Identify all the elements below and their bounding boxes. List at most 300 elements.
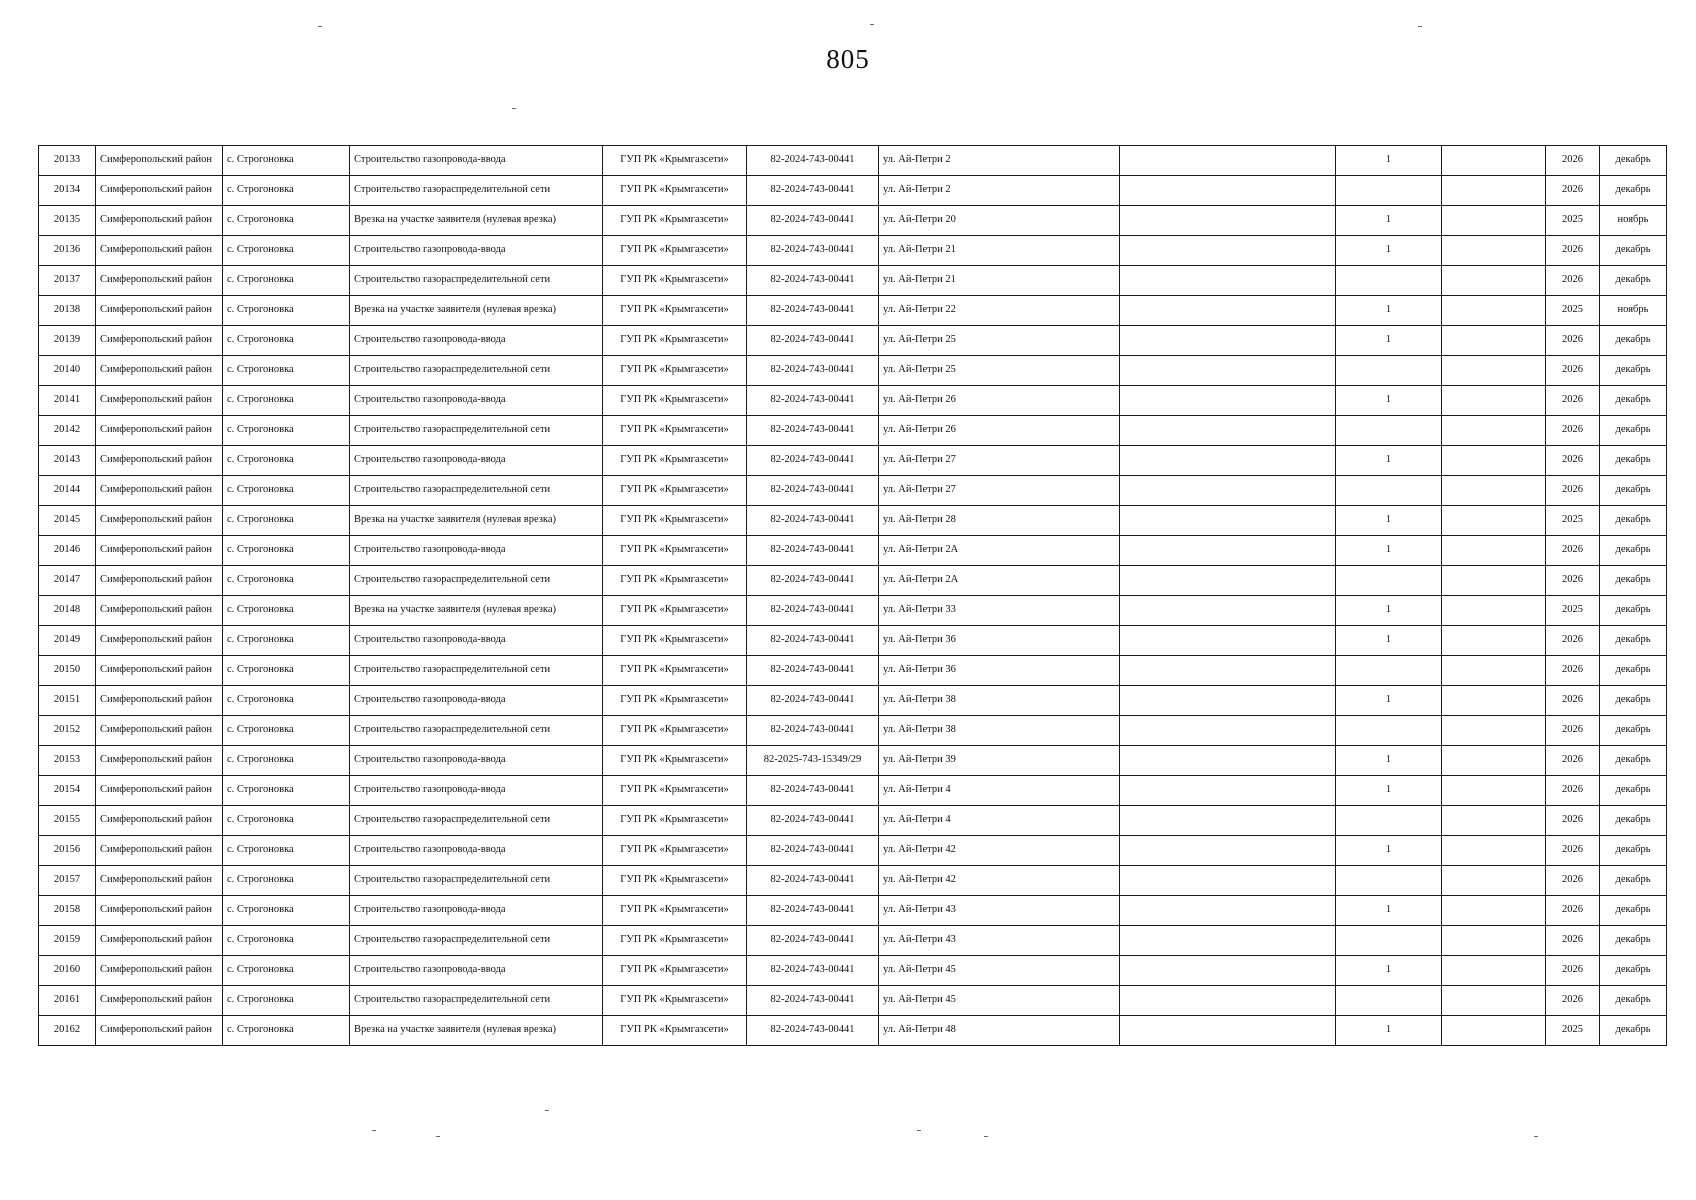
address-cell: ул. Ай-Петри 42 [879, 836, 1120, 866]
contract-number-cell: 82-2024-743-00441 [747, 896, 879, 926]
contract-number-cell: 82-2024-743-00441 [747, 326, 879, 356]
quantity-cell: 1 [1336, 626, 1442, 656]
address-cell: ул. Ай-Петри 39 [879, 746, 1120, 776]
year-cell: 2026 [1546, 746, 1600, 776]
address-cell: ул. Ай-Петри 43 [879, 896, 1120, 926]
year-cell: 2026 [1546, 686, 1600, 716]
contract-number-cell: 82-2024-743-00441 [747, 686, 879, 716]
village-cell: с. Строгоновка [223, 926, 350, 956]
year-cell: 2026 [1546, 386, 1600, 416]
contract-number-cell: 82-2024-743-00441 [747, 176, 879, 206]
year-cell: 2026 [1546, 416, 1600, 446]
blank-cell [1442, 236, 1546, 266]
blank-cell [1120, 536, 1336, 566]
month-cell: декабрь [1600, 566, 1667, 596]
work-type-cell: Строительство газопровода-ввода [350, 386, 603, 416]
scan-speck [870, 24, 874, 25]
work-type-cell: Строительство газопровода-ввода [350, 956, 603, 986]
organization-cell: ГУП РК «Крымгазсети» [603, 596, 747, 626]
village-cell: с. Строгоновка [223, 776, 350, 806]
table-row [39, 386, 1667, 416]
organization-cell: ГУП РК «Крымгазсети» [603, 656, 747, 686]
blank-cell [1442, 746, 1546, 776]
blank-cell [1442, 206, 1546, 236]
district-cell: Симферопольский район [96, 926, 223, 956]
village-cell: с. Строгоновка [223, 806, 350, 836]
organization-cell: ГУП РК «Крымгазсети» [603, 716, 747, 746]
organization-cell: ГУП РК «Крымгазсети» [603, 866, 747, 896]
table-row [39, 326, 1667, 356]
village-cell: с. Строгоновка [223, 206, 350, 236]
month-cell: декабрь [1600, 956, 1667, 986]
row-number-cell: 20147 [39, 566, 96, 596]
work-type-cell: Строительство газораспределительной сети [350, 416, 603, 446]
table-row [39, 566, 1667, 596]
address-cell: ул. Ай-Петри 25 [879, 356, 1120, 386]
quantity-cell: 1 [1336, 596, 1442, 626]
scan-speck [512, 108, 516, 109]
district-cell: Симферопольский район [96, 596, 223, 626]
work-type-cell: Строительство газопровода-ввода [350, 836, 603, 866]
register-rows [39, 146, 1667, 1046]
month-cell: декабрь [1600, 1016, 1667, 1046]
address-cell: ул. Ай-Петри 45 [879, 986, 1120, 1016]
month-cell: ноябрь [1600, 296, 1667, 326]
contract-number-cell: 82-2024-743-00441 [747, 656, 879, 686]
scan-speck [917, 1130, 921, 1131]
contract-number-cell: 82-2024-743-00441 [747, 596, 879, 626]
table-row [39, 986, 1667, 1016]
month-cell: декабрь [1600, 536, 1667, 566]
district-cell: Симферопольский район [96, 206, 223, 236]
contract-number-cell: 82-2024-743-00441 [747, 356, 879, 386]
month-cell: декабрь [1600, 746, 1667, 776]
contract-number-cell: 82-2024-743-00441 [747, 266, 879, 296]
scan-speck [436, 1136, 440, 1137]
blank-cell [1442, 806, 1546, 836]
table-row [39, 536, 1667, 566]
address-cell: ул. Ай-Петри 26 [879, 386, 1120, 416]
work-type-cell: Строительство газопровода-ввода [350, 326, 603, 356]
year-cell: 2026 [1546, 476, 1600, 506]
year-cell: 2026 [1546, 536, 1600, 566]
work-type-cell: Строительство газораспределительной сети [350, 566, 603, 596]
row-number-cell: 20146 [39, 536, 96, 566]
table-row [39, 296, 1667, 326]
address-cell: ул. Ай-Петри 2 [879, 146, 1120, 176]
district-cell: Симферопольский район [96, 896, 223, 926]
blank-cell [1120, 176, 1336, 206]
district-cell: Симферопольский район [96, 836, 223, 866]
year-cell: 2026 [1546, 836, 1600, 866]
quantity-cell [1336, 476, 1442, 506]
village-cell: с. Строгоновка [223, 596, 350, 626]
scan-speck [984, 1136, 988, 1137]
quantity-cell: 1 [1336, 326, 1442, 356]
page-number: 805 [826, 44, 870, 74]
address-cell: ул. Ай-Петри 2А [879, 566, 1120, 596]
work-type-cell: Строительство газопровода-ввода [350, 746, 603, 776]
organization-cell: ГУП РК «Крымгазсети» [603, 836, 747, 866]
month-cell: декабрь [1600, 866, 1667, 896]
address-cell: ул. Ай-Петри 48 [879, 1016, 1120, 1046]
row-number-cell: 20156 [39, 836, 96, 866]
blank-cell [1120, 866, 1336, 896]
organization-cell: ГУП РК «Крымгазсети» [603, 986, 747, 1016]
district-cell: Симферопольский район [96, 446, 223, 476]
contract-number-cell: 82-2024-743-00441 [747, 866, 879, 896]
district-cell: Симферопольский район [96, 536, 223, 566]
address-cell: ул. Ай-Петри 36 [879, 626, 1120, 656]
district-cell: Симферопольский район [96, 326, 223, 356]
blank-cell [1442, 926, 1546, 956]
contract-number-cell: 82-2024-743-00441 [747, 716, 879, 746]
village-cell: с. Строгоновка [223, 1016, 350, 1046]
district-cell: Симферопольский район [96, 476, 223, 506]
year-cell: 2026 [1546, 266, 1600, 296]
work-type-cell: Строительство газораспределительной сети [350, 266, 603, 296]
row-number-cell: 20153 [39, 746, 96, 776]
row-number-cell: 20142 [39, 416, 96, 446]
row-number-cell: 20134 [39, 176, 96, 206]
blank-cell [1120, 806, 1336, 836]
village-cell: с. Строгоновка [223, 986, 350, 1016]
row-number-cell: 20136 [39, 236, 96, 266]
address-cell: ул. Ай-Петри 33 [879, 596, 1120, 626]
row-number-cell: 20155 [39, 806, 96, 836]
row-number-cell: 20157 [39, 866, 96, 896]
contract-number-cell: 82-2024-743-00441 [747, 386, 879, 416]
contract-number-cell: 82-2024-743-00441 [747, 986, 879, 1016]
month-cell: декабрь [1600, 476, 1667, 506]
blank-cell [1120, 476, 1336, 506]
register-table [38, 145, 1667, 1046]
work-type-cell: Строительство газораспределительной сети [350, 716, 603, 746]
district-cell: Симферопольский район [96, 566, 223, 596]
address-cell: ул. Ай-Петри 27 [879, 446, 1120, 476]
month-cell: декабрь [1600, 356, 1667, 386]
work-type-cell: Строительство газопровода-ввода [350, 776, 603, 806]
blank-cell [1442, 656, 1546, 686]
month-cell: декабрь [1600, 176, 1667, 206]
blank-cell [1120, 986, 1336, 1016]
blank-cell [1442, 896, 1546, 926]
blank-cell [1120, 206, 1336, 236]
organization-cell: ГУП РК «Крымгазсети» [603, 806, 747, 836]
organization-cell: ГУП РК «Крымгазсети» [603, 956, 747, 986]
district-cell: Симферопольский район [96, 386, 223, 416]
district-cell: Симферопольский район [96, 296, 223, 326]
blank-cell [1120, 656, 1336, 686]
contract-number-cell: 82-2024-743-00441 [747, 836, 879, 866]
blank-cell [1120, 1016, 1336, 1046]
village-cell: с. Строгоновка [223, 656, 350, 686]
year-cell: 2025 [1546, 596, 1600, 626]
address-cell: ул. Ай-Петри 2 [879, 176, 1120, 206]
blank-cell [1120, 326, 1336, 356]
month-cell: декабрь [1600, 836, 1667, 866]
contract-number-cell: 82-2024-743-00441 [747, 416, 879, 446]
organization-cell: ГУП РК «Крымгазсети» [603, 146, 747, 176]
address-cell: ул. Ай-Петри 45 [879, 956, 1120, 986]
work-type-cell: Строительство газораспределительной сети [350, 356, 603, 386]
village-cell: с. Строгоновка [223, 626, 350, 656]
quantity-cell: 1 [1336, 296, 1442, 326]
year-cell: 2026 [1546, 716, 1600, 746]
quantity-cell: 1 [1336, 146, 1442, 176]
district-cell: Симферопольский район [96, 176, 223, 206]
contract-number-cell: 82-2024-743-00441 [747, 536, 879, 566]
blank-cell [1442, 416, 1546, 446]
address-cell: ул. Ай-Петри 27 [879, 476, 1120, 506]
work-type-cell: Врезка на участке заявителя (нулевая врезка) [350, 1016, 603, 1046]
table-row [39, 776, 1667, 806]
village-cell: с. Строгоновка [223, 896, 350, 926]
year-cell: 2026 [1546, 776, 1600, 806]
blank-cell [1120, 356, 1336, 386]
address-cell: ул. Ай-Петри 21 [879, 266, 1120, 296]
organization-cell: ГУП РК «Крымгазсети» [603, 176, 747, 206]
quantity-cell [1336, 926, 1442, 956]
address-cell: ул. Ай-Петри 21 [879, 236, 1120, 266]
scan-speck [372, 1130, 376, 1131]
address-cell: ул. Ай-Петри 20 [879, 206, 1120, 236]
quantity-cell: 1 [1336, 896, 1442, 926]
organization-cell: ГУП РК «Крымгазсети» [603, 1016, 747, 1046]
quantity-cell [1336, 716, 1442, 746]
village-cell: с. Строгоновка [223, 506, 350, 536]
work-type-cell: Строительство газопровода-ввода [350, 626, 603, 656]
quantity-cell [1336, 866, 1442, 896]
quantity-cell [1336, 356, 1442, 386]
blank-cell [1120, 146, 1336, 176]
organization-cell: ГУП РК «Крымгазсети» [603, 296, 747, 326]
address-cell: ул. Ай-Петри 38 [879, 716, 1120, 746]
quantity-cell: 1 [1336, 446, 1442, 476]
year-cell: 2026 [1546, 956, 1600, 986]
table-row [39, 146, 1667, 176]
village-cell: с. Строгоновка [223, 326, 350, 356]
district-cell: Симферопольский район [96, 866, 223, 896]
blank-cell [1120, 956, 1336, 986]
organization-cell: ГУП РК «Крымгазсети» [603, 506, 747, 536]
row-number-cell: 20150 [39, 656, 96, 686]
work-type-cell: Строительство газораспределительной сети [350, 176, 603, 206]
year-cell: 2026 [1546, 656, 1600, 686]
district-cell: Симферопольский район [96, 236, 223, 266]
address-cell: ул. Ай-Петри 36 [879, 656, 1120, 686]
organization-cell: ГУП РК «Крымгазсети» [603, 236, 747, 266]
work-type-cell: Строительство газопровода-ввода [350, 686, 603, 716]
contract-number-cell: 82-2024-743-00441 [747, 806, 879, 836]
quantity-cell: 1 [1336, 1016, 1442, 1046]
work-type-cell: Строительство газопровода-ввода [350, 536, 603, 566]
quantity-cell: 1 [1336, 956, 1442, 986]
blank-cell [1442, 266, 1546, 296]
blank-cell [1442, 956, 1546, 986]
work-type-cell: Врезка на участке заявителя (нулевая врезка) [350, 296, 603, 326]
village-cell: с. Строгоновка [223, 146, 350, 176]
blank-cell [1120, 446, 1336, 476]
contract-number-cell: 82-2024-743-00441 [747, 566, 879, 596]
table-row [39, 506, 1667, 536]
scan-speck [545, 1110, 549, 1111]
village-cell: с. Строгоновка [223, 566, 350, 596]
organization-cell: ГУП РК «Крымгазсети» [603, 446, 747, 476]
table-row [39, 866, 1667, 896]
quantity-cell: 1 [1336, 536, 1442, 566]
organization-cell: ГУП РК «Крымгазсети» [603, 356, 747, 386]
address-cell: ул. Ай-Петри 26 [879, 416, 1120, 446]
district-cell: Симферопольский район [96, 266, 223, 296]
quantity-cell: 1 [1336, 206, 1442, 236]
blank-cell [1120, 416, 1336, 446]
village-cell: с. Строгоновка [223, 446, 350, 476]
table-row [39, 926, 1667, 956]
table-row [39, 356, 1667, 386]
row-number-cell: 20141 [39, 386, 96, 416]
district-cell: Симферопольский район [96, 506, 223, 536]
year-cell: 2025 [1546, 1016, 1600, 1046]
table-row [39, 476, 1667, 506]
blank-cell [1120, 926, 1336, 956]
blank-cell [1442, 776, 1546, 806]
year-cell: 2026 [1546, 926, 1600, 956]
month-cell: декабрь [1600, 716, 1667, 746]
work-type-cell: Строительство газораспределительной сети [350, 656, 603, 686]
village-cell: с. Строгоновка [223, 686, 350, 716]
table-row [39, 656, 1667, 686]
blank-cell [1442, 296, 1546, 326]
row-number-cell: 20143 [39, 446, 96, 476]
row-number-cell: 20137 [39, 266, 96, 296]
work-type-cell: Строительство газораспределительной сети [350, 926, 603, 956]
quantity-cell [1336, 266, 1442, 296]
address-cell: ул. Ай-Петри 25 [879, 326, 1120, 356]
year-cell: 2026 [1546, 986, 1600, 1016]
year-cell: 2026 [1546, 356, 1600, 386]
organization-cell: ГУП РК «Крымгазсети» [603, 266, 747, 296]
table-row [39, 896, 1667, 926]
district-cell: Симферопольский район [96, 146, 223, 176]
year-cell: 2026 [1546, 446, 1600, 476]
scan-speck [1418, 26, 1422, 27]
work-type-cell: Строительство газораспределительной сети [350, 986, 603, 1016]
village-cell: с. Строгоновка [223, 746, 350, 776]
quantity-cell: 1 [1336, 776, 1442, 806]
year-cell: 2026 [1546, 566, 1600, 596]
blank-cell [1120, 896, 1336, 926]
work-type-cell: Строительство газопровода-ввода [350, 146, 603, 176]
blank-cell [1442, 566, 1546, 596]
work-type-cell: Врезка на участке заявителя (нулевая врезка) [350, 506, 603, 536]
table-row [39, 746, 1667, 776]
row-number-cell: 20160 [39, 956, 96, 986]
district-cell: Симферопольский район [96, 806, 223, 836]
work-type-cell: Строительство газораспределительной сети [350, 866, 603, 896]
blank-cell [1120, 566, 1336, 596]
contract-number-cell: 82-2024-743-00441 [747, 956, 879, 986]
row-number-cell: 20154 [39, 776, 96, 806]
organization-cell: ГУП РК «Крымгазсети» [603, 926, 747, 956]
month-cell: декабрь [1600, 416, 1667, 446]
year-cell: 2026 [1546, 896, 1600, 926]
district-cell: Симферопольский район [96, 716, 223, 746]
month-cell: декабрь [1600, 446, 1667, 476]
blank-cell [1120, 596, 1336, 626]
blank-cell [1442, 446, 1546, 476]
quantity-cell: 1 [1336, 236, 1442, 266]
table-row [39, 716, 1667, 746]
quantity-cell [1336, 986, 1442, 1016]
quantity-cell [1336, 416, 1442, 446]
row-number-cell: 20145 [39, 506, 96, 536]
blank-cell [1120, 686, 1336, 716]
blank-cell [1120, 296, 1336, 326]
table-row [39, 1016, 1667, 1046]
year-cell: 2026 [1546, 626, 1600, 656]
organization-cell: ГУП РК «Крымгазсети» [603, 566, 747, 596]
row-number-cell: 20144 [39, 476, 96, 506]
month-cell: декабрь [1600, 806, 1667, 836]
blank-cell [1120, 626, 1336, 656]
village-cell: с. Строгоновка [223, 296, 350, 326]
village-cell: с. Строгоновка [223, 386, 350, 416]
year-cell: 2026 [1546, 866, 1600, 896]
address-cell: ул. Ай-Петри 4 [879, 806, 1120, 836]
organization-cell: ГУП РК «Крымгазсети» [603, 476, 747, 506]
month-cell: декабрь [1600, 326, 1667, 356]
work-type-cell: Строительство газопровода-ввода [350, 446, 603, 476]
table-row [39, 956, 1667, 986]
blank-cell [1120, 236, 1336, 266]
year-cell: 2026 [1546, 326, 1600, 356]
table-row [39, 176, 1667, 206]
contract-number-cell: 82-2024-743-00441 [747, 476, 879, 506]
row-number-cell: 20139 [39, 326, 96, 356]
work-type-cell: Врезка на участке заявителя (нулевая врезка) [350, 596, 603, 626]
year-cell: 2026 [1546, 806, 1600, 836]
district-cell: Симферопольский район [96, 746, 223, 776]
row-number-cell: 20159 [39, 926, 96, 956]
organization-cell: ГУП РК «Крымгазсети» [603, 626, 747, 656]
month-cell: декабрь [1600, 776, 1667, 806]
month-cell: ноябрь [1600, 206, 1667, 236]
village-cell: с. Строгоновка [223, 416, 350, 446]
district-cell: Симферопольский район [96, 1016, 223, 1046]
row-number-cell: 20151 [39, 686, 96, 716]
table-row [39, 836, 1667, 866]
organization-cell: ГУП РК «Крымгазсети» [603, 896, 747, 926]
row-number-cell: 20161 [39, 986, 96, 1016]
blank-cell [1442, 506, 1546, 536]
contract-number-cell: 82-2024-743-00441 [747, 146, 879, 176]
village-cell: с. Строгоновка [223, 956, 350, 986]
district-cell: Симферопольский район [96, 776, 223, 806]
blank-cell [1120, 836, 1336, 866]
month-cell: декабрь [1600, 236, 1667, 266]
year-cell: 2025 [1546, 206, 1600, 236]
village-cell: с. Строгоновка [223, 356, 350, 386]
month-cell: декабрь [1600, 656, 1667, 686]
scan-speck [318, 26, 322, 27]
work-type-cell: Врезка на участке заявителя (нулевая врезка) [350, 206, 603, 236]
contract-number-cell: 82-2024-743-00441 [747, 1016, 879, 1046]
year-cell: 2026 [1546, 176, 1600, 206]
table-row [39, 236, 1667, 266]
work-type-cell: Строительство газораспределительной сети [350, 476, 603, 506]
row-number-cell: 20133 [39, 146, 96, 176]
